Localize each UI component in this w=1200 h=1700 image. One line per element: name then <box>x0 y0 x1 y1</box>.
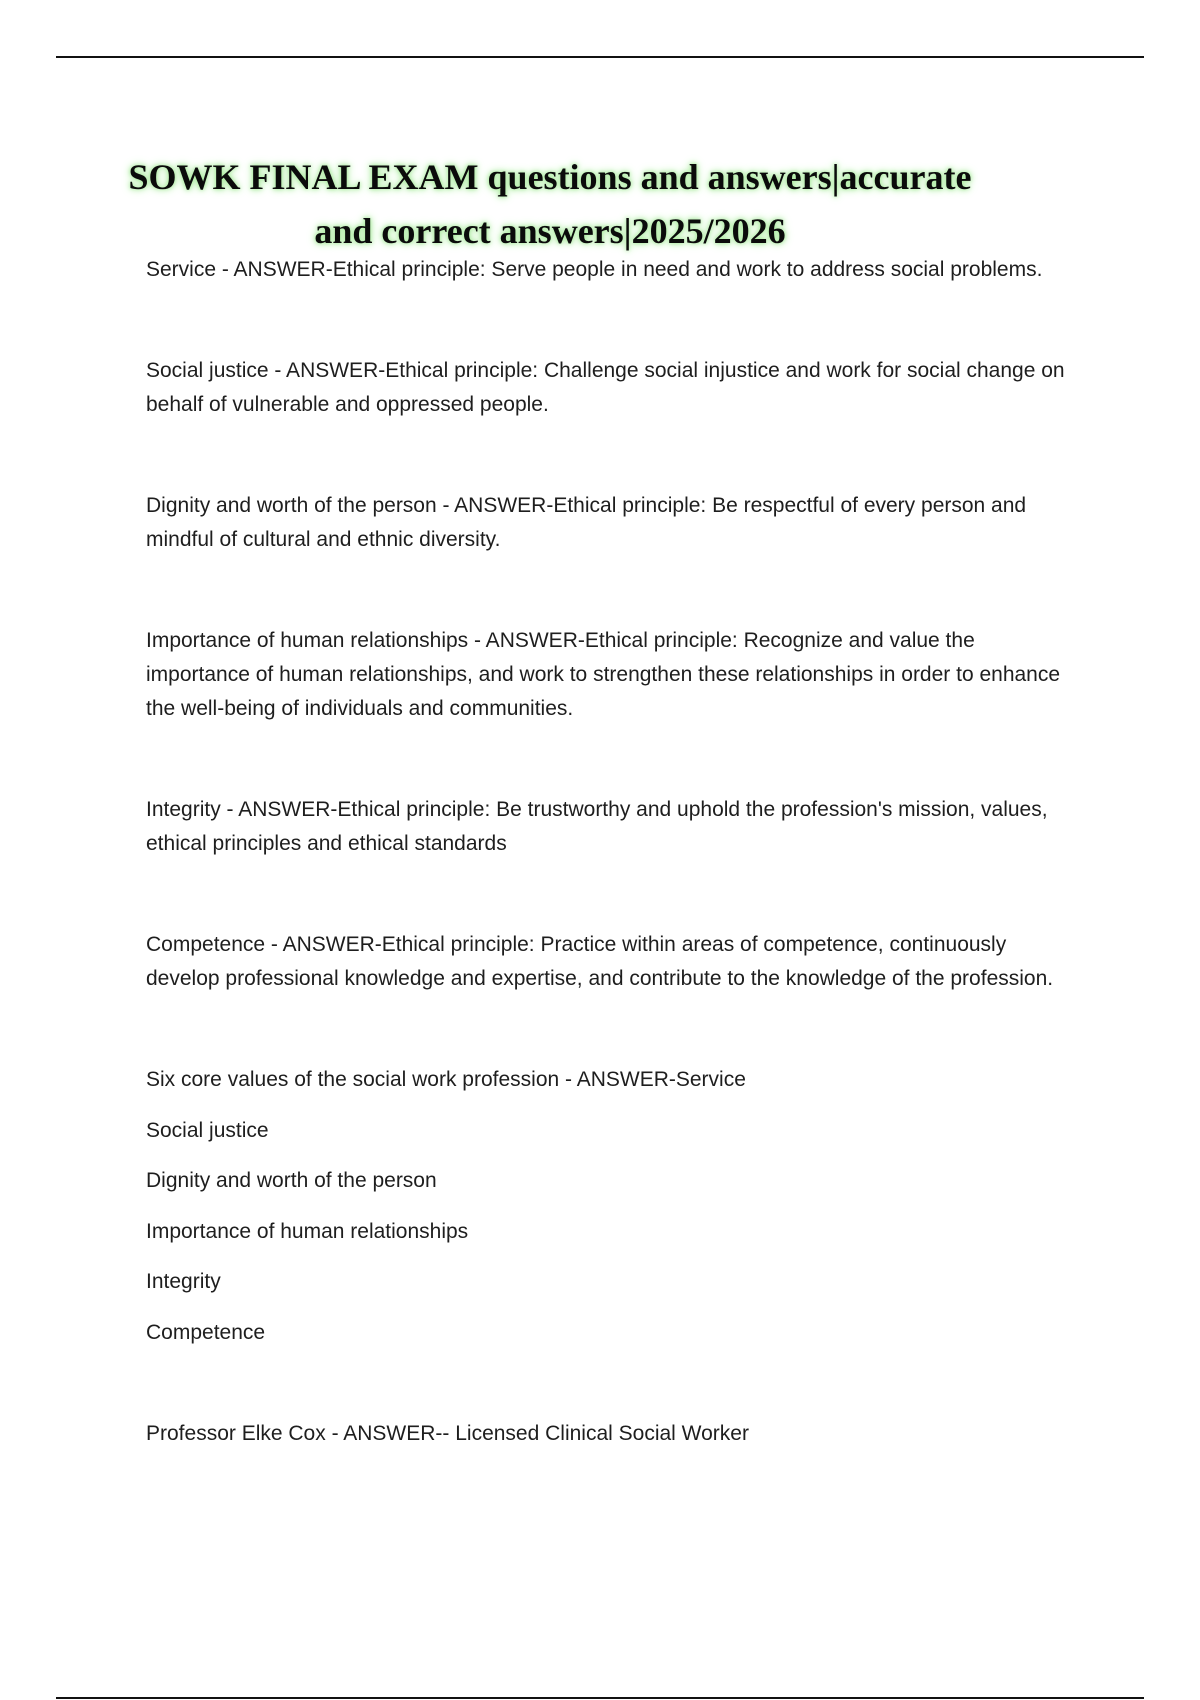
qa-item-dignity <box>146 489 1076 557</box>
professor-line: Professor Elke Cox - ANSWER-- Licensed Clinical Social Worker <box>146 1421 749 1445</box>
title-line-2: and correct answers|2025/2026 <box>314 211 786 251</box>
footer-rule <box>56 1697 1144 1699</box>
core-value-item: Competence <box>146 1320 266 1344</box>
qa-text: Service - ANSWER-Ethical principle: Serve people in need and work to address social problems. <box>146 258 1043 281</box>
header-rule <box>56 56 1144 58</box>
qa-text: Social justice - ANSWER-Ethical principle: Challenge social injustice and work for social change on behalf of vulnerable and oppressed people. <box>146 359 1065 416</box>
qa-text: Integrity - ANSWER-Ethical principle: Be trustworthy and uphold the profession's mission, values, ethical principles and ethical standards <box>146 798 1048 855</box>
qa-item-service <box>146 253 1076 287</box>
qa-item-competence <box>146 928 1076 996</box>
document-body <box>146 253 1076 1467</box>
qa-text: Competence - ANSWER-Ethical principle: Practice within areas of competence, continuously develop professional knowledge and expertise, and contribute to the knowledge of the profession. <box>146 933 1054 990</box>
core-values-heading: Six core values of the social work profession - ANSWER-Service <box>146 1068 746 1091</box>
core-value-item: Integrity <box>146 1270 221 1293</box>
core-value-item: Social justice <box>146 1118 269 1142</box>
qa-text: Importance of human relationships - ANSWER-Ethical principle: Recognize and value the importance of human relationships, and work to strengthen these relationships in order to enhance the well-being of individuals and communities. <box>146 629 1061 720</box>
qa-item-human-relationships <box>146 624 1076 726</box>
qa-item-integrity <box>146 793 1076 861</box>
title-line-1: SOWK FINAL EXAM questions and answers|accurate <box>128 157 972 197</box>
qa-text: Dignity and worth of the person - ANSWER-Ethical principle: Be respectful of every person and mindful of cultural and ethnic diversity. <box>146 494 1027 551</box>
core-value-item: Dignity and worth of the person <box>146 1169 437 1192</box>
document-title <box>100 150 1000 258</box>
qa-item-social-justice <box>146 354 1076 422</box>
core-value-item: Importance of human relationships <box>146 1219 469 1243</box>
core-values-block <box>146 1063 1076 1350</box>
